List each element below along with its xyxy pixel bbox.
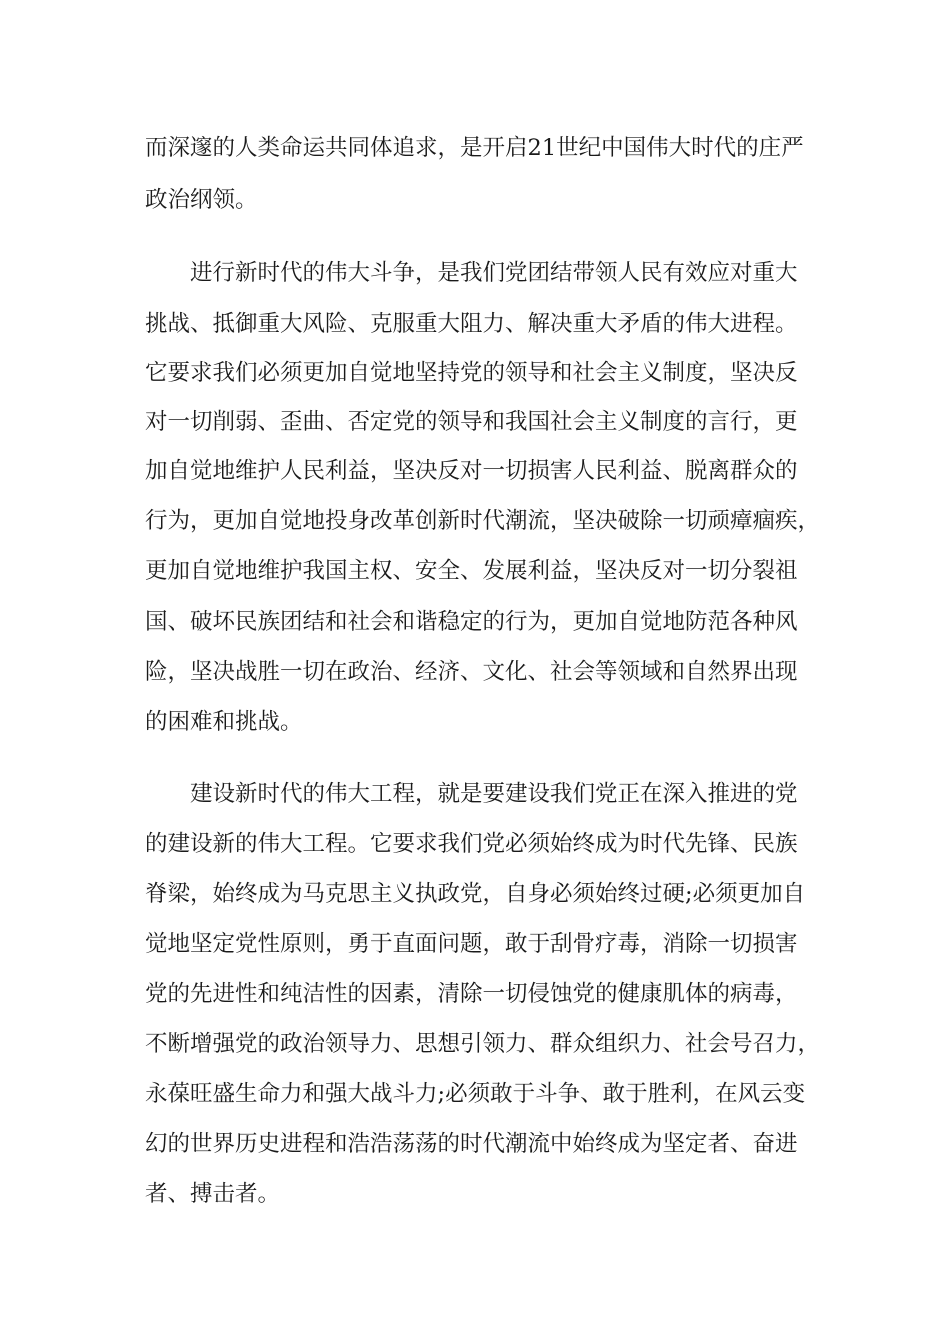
- text-line: 不断增强党的政治领导力、思想引领力、群众组织力、社会号召力，: [145, 1031, 821, 1057]
- text-line: 的困难和挑战。: [145, 709, 303, 735]
- text-line: 觉地坚定党性原则，勇于直面问题，敢于刮骨疗毒，消除一切损害: [145, 931, 798, 957]
- text-line: 的建设新的伟大工程。它要求我们党必须始终成为时代先锋、民族: [145, 831, 798, 857]
- text-line: 挑战、抵御重大风险、克服重大阻力、解决重大矛盾的伟大进程。: [145, 311, 798, 337]
- text-line: 政治纲领。: [145, 187, 258, 213]
- text-line: 对一切削弱、歪曲、否定党的领导和我国社会主义制度的言行，更: [145, 409, 798, 435]
- paragraph-first-line: 建设新时代的伟大工程，就是要建设我们党正在深入推进的党: [190, 781, 798, 807]
- text-line: 更加自觉地维护我国主权、安全、发展利益，坚决反对一切分裂祖: [145, 558, 798, 584]
- text-line: 行为，更加自觉地投身改革创新时代潮流，坚决破除一切顽瘴痼疾，: [145, 508, 821, 534]
- text-line: 脊梁，始终成为马克思主义执政党，自身必须始终过硬;必须更加自: [145, 881, 806, 907]
- text-line: 者、搏击者。: [145, 1181, 281, 1207]
- text-line: 险，坚决战胜一切在政治、经济、文化、社会等领域和自然界出现: [145, 659, 798, 685]
- text-line: 党的先进性和纯洁性的因素，清除一切侵蚀党的健康肌体的病毒，: [145, 981, 798, 1007]
- text-line: 加自觉地维护人民利益，坚决反对一切损害人民利益、脱离群众的: [145, 458, 798, 484]
- text-line: 国、破坏民族团结和社会和谐稳定的行为，更加自觉地防范各种风: [145, 609, 798, 635]
- text-line: 永葆旺盛生命力和强大战斗力;必须敢于斗争、敢于胜利，在风云变: [145, 1081, 806, 1107]
- text-line: 而深邃的人类命运共同体追求，是开启21世纪中国伟大时代的庄严: [145, 135, 804, 161]
- text-line: 它要求我们必须更加自觉地坚持党的领导和社会主义制度，坚决反: [145, 360, 798, 386]
- paragraph-first-line: 进行新时代的伟大斗争，是我们党团结带领人民有效应对重大: [190, 260, 798, 286]
- text-line: 幻的世界历史进程和浩浩荡荡的时代潮流中始终成为坚定者、奋进: [145, 1131, 798, 1157]
